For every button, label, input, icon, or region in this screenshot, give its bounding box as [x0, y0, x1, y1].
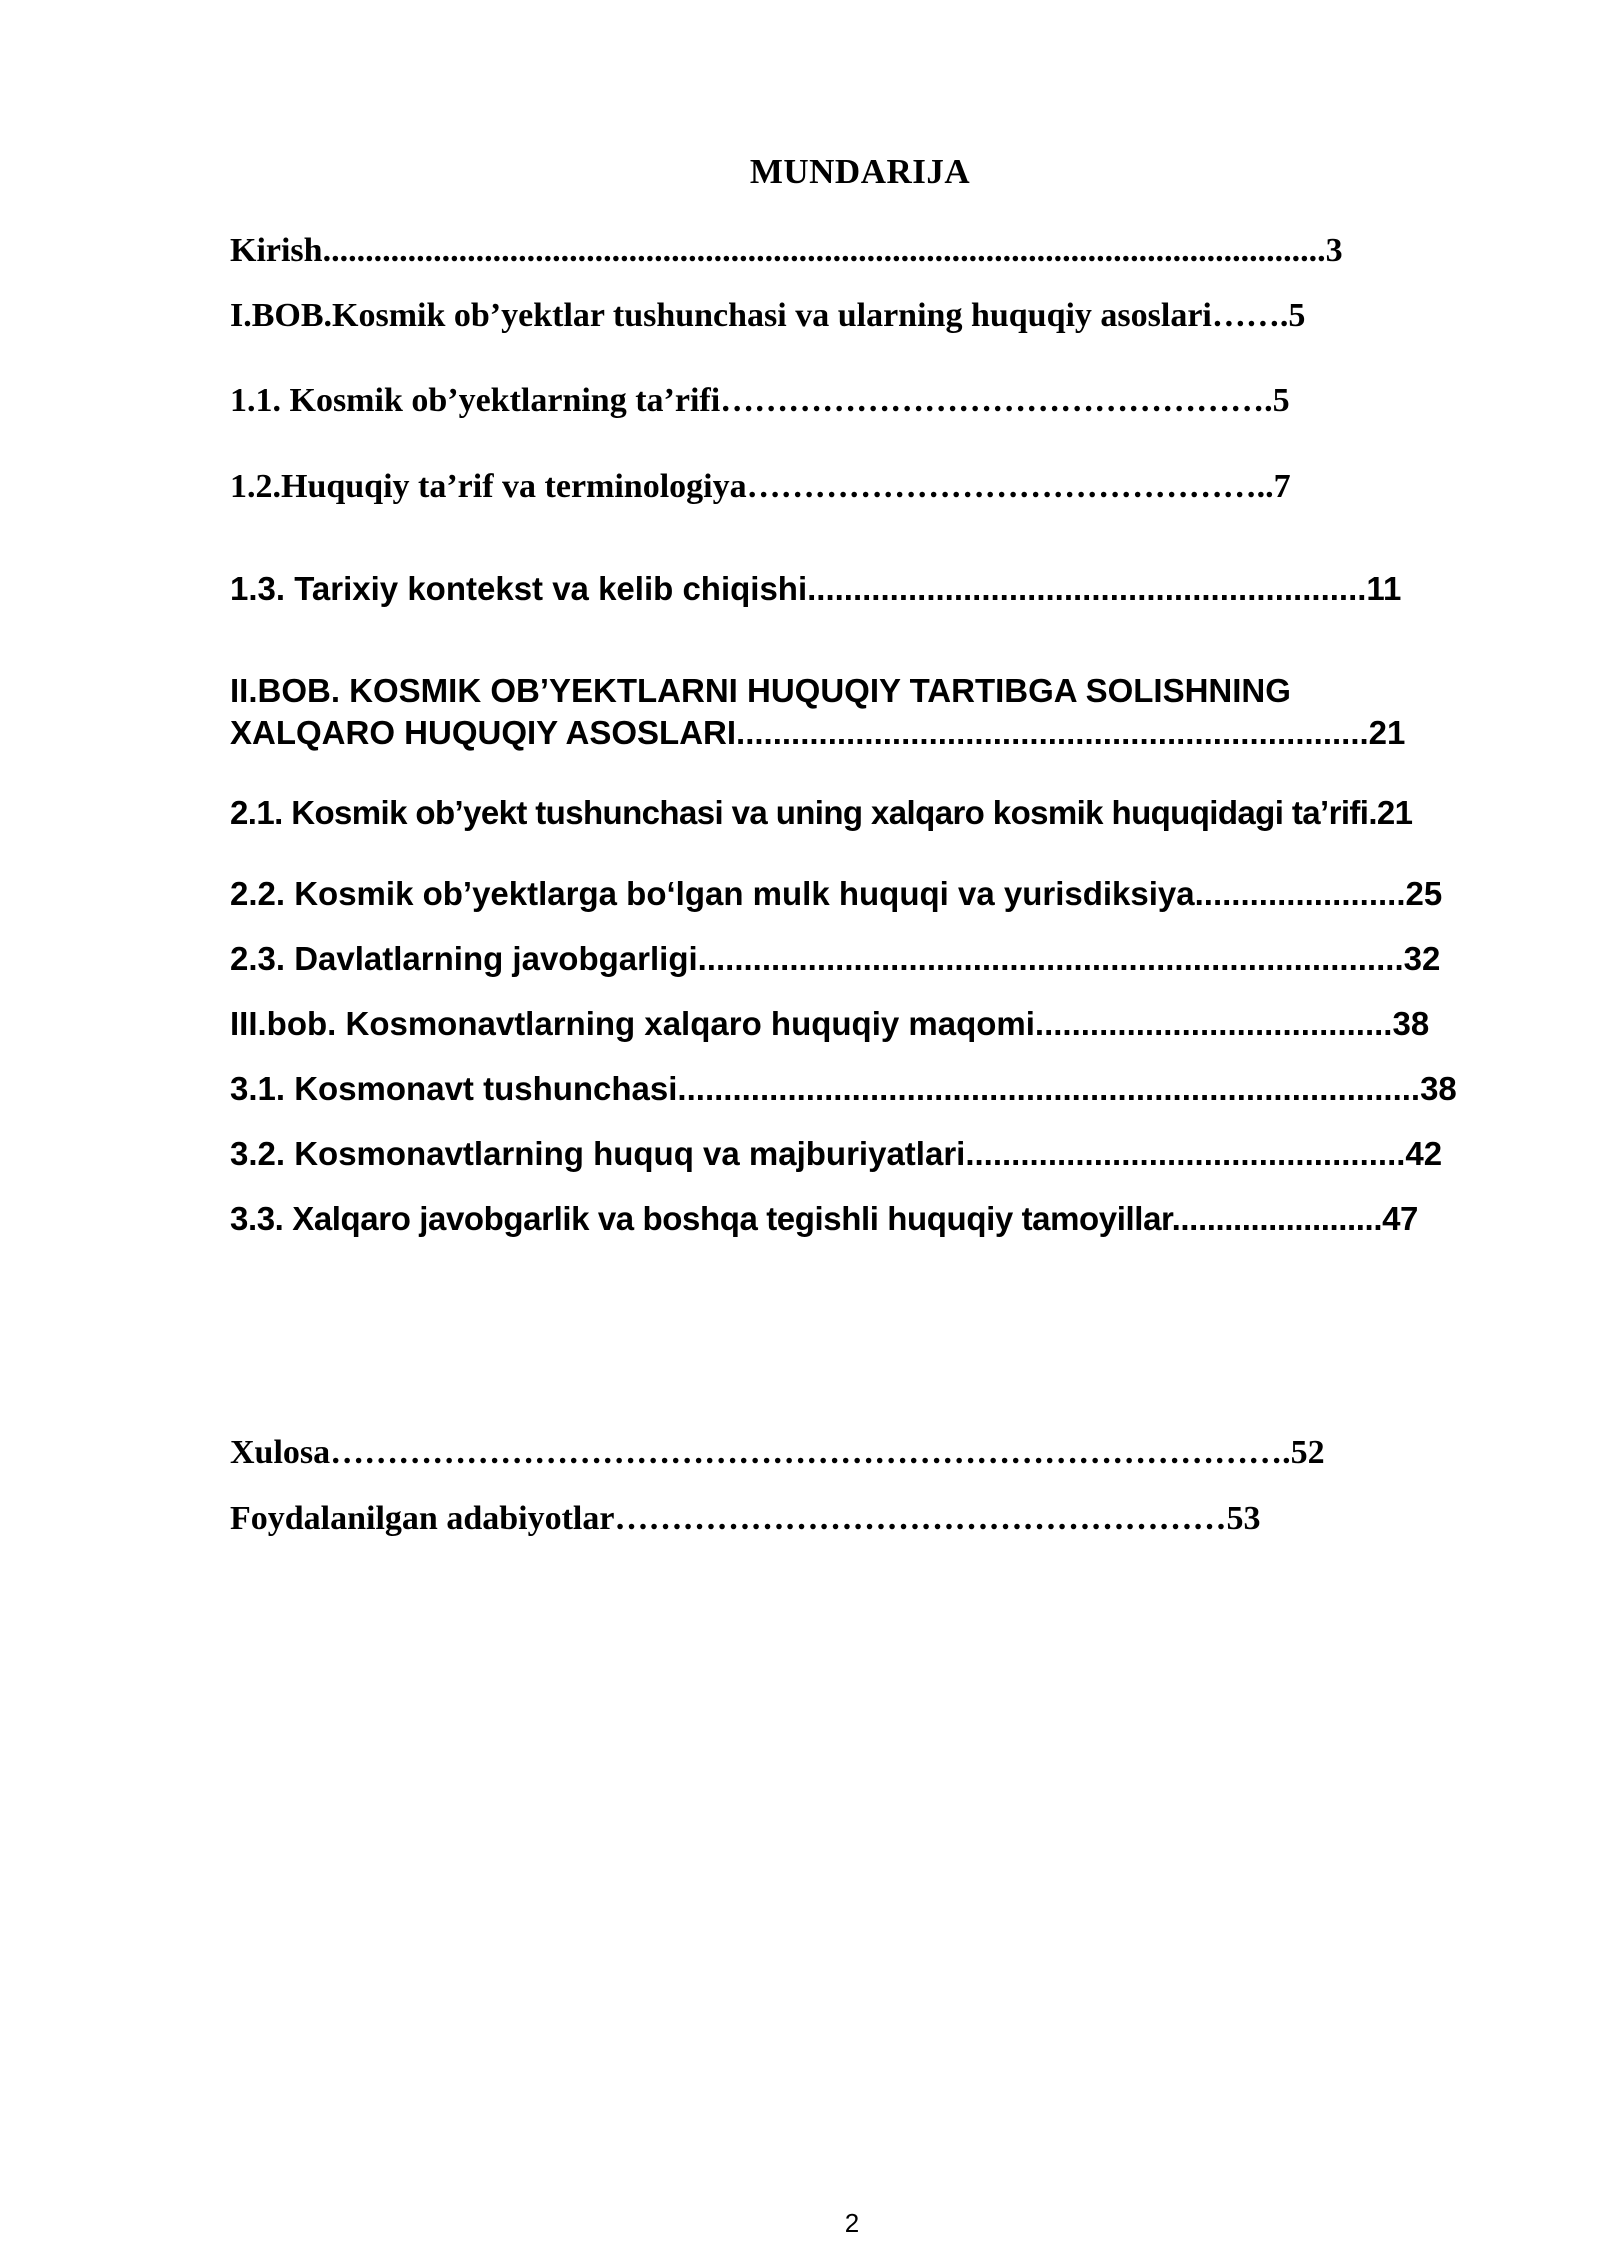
page-title: MUNDARIJA [749, 152, 971, 191]
toc-entry-1-2: 1.2.Huquqiy ta’rif va terminologiya………………………………………..7 [230, 468, 1291, 505]
toc-entry-kirish: Kirish......................................................................................................................3 [230, 232, 1343, 269]
toc-entry-2-3: 2.3. Davlatlarning javobgarligi.............................................................................32 [230, 940, 1441, 977]
toc-entry-chapter-1: I.BOB.Kosmik ob’yektlar tushunchasi va ularning huquqiy asoslari…….5 [230, 297, 1306, 334]
toc-entry-xulosa: Xulosa………………………………………………………………………….52 [230, 1434, 1325, 1471]
toc-entry-3-2: 3.2. Kosmonavtlarning huquq va majburiyatlari................................................42 [230, 1135, 1443, 1172]
toc-entry-1-3: 1.3. Tarixiy kontekst va kelib chiqishi.............................................................11 [230, 570, 1402, 607]
toc-entry-1-1: 1.1. Kosmik ob’yektlarning ta’rifi………………………………………….5 [230, 382, 1290, 419]
toc-entry-chapter-2-line2: XALQARO HUQUQIY ASOSLARI.....................................................................21 [230, 714, 1406, 751]
toc-entry-3-1: 3.1. Kosmonavt tushunchasi.................................................................................38 [230, 1070, 1457, 1107]
toc-entry-chapter-2 [230, 670, 1405, 754]
toc-entry-2-1: 2.1. Kosmik ob’yekt tushunchasi va uning xalqaro kosmik huquqidagi ta’rifi.21 [230, 794, 1413, 831]
toc-entry-3-3: 3.3. Xalqaro javobgarlik va boshqa tegishli huquqiy tamoyillar........................47 [230, 1200, 1418, 1237]
toc-entry-2-2: 2.2. Kosmik ob’yektlarga bo‘lgan mulk huquqi va yurisdiksiya.......................25 [230, 875, 1443, 912]
page-number: 2 [844, 2208, 860, 2238]
toc-entry-chapter-2-line1: II.BOB. KOSMIK OB’YEKTLARNI HUQUQIY TARTIBGA SOLISHNING [230, 672, 1291, 709]
toc-entry-chapter-3: III.bob. Kosmonavtlarning xalqaro huquqiy maqomi.......................................38 [230, 1005, 1430, 1042]
toc-entry-references: Foydalanilgan adabiyotlar………………………………………………53 [230, 1500, 1261, 1537]
